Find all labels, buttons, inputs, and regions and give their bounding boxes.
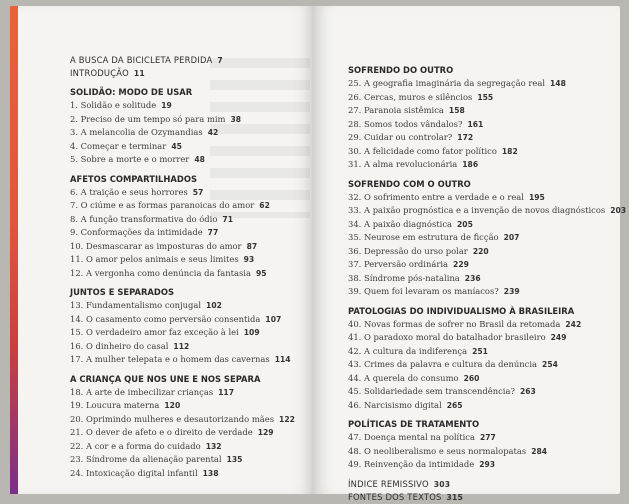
entry-title: 46. Narcisismo digital (348, 399, 442, 410)
page-number: 45 (171, 141, 182, 151)
toc-chapter-entry (70, 140, 295, 154)
page-number: 117 (218, 387, 234, 397)
entry-title: 28. Somos todos vândalos? (348, 118, 463, 129)
toc-chapter-entry (70, 440, 295, 454)
page-number: 293 (479, 460, 496, 469)
entry-title: 37. Perversão ordinária (348, 259, 449, 269)
entry-title: 12. A vergonha como denúncia da fantasia (70, 267, 251, 278)
toc-chapter-entry (70, 413, 295, 427)
entry-title: 36. Depressão do urso polar (348, 245, 468, 256)
entry-title: AFETOS COMPARTILHADOS (70, 173, 197, 184)
page-number: 186 (462, 160, 479, 169)
entry-title: 16. O dinheiro do casal (70, 340, 169, 351)
page-number: 236 (464, 273, 481, 283)
page-number: 7 (217, 56, 223, 65)
page-number: 207 (503, 233, 520, 242)
entry-title: 42. A cultura da indiferença (348, 345, 468, 356)
toc-chapter-entry (348, 258, 626, 272)
page-number: 315 (446, 492, 463, 502)
entry-title: 7. O ciúme e as formas paranoicas do amor (70, 200, 255, 210)
toc-chapter-entry (348, 458, 626, 472)
page-number: 57 (192, 187, 204, 197)
entry-title: A BUSCA DA BICICLETA PERDIDA (70, 55, 213, 65)
toc-chapter-entry (348, 399, 626, 413)
page-number: 263 (519, 387, 536, 396)
page-number: 303 (433, 479, 451, 489)
toc-chapter-entry (70, 213, 295, 227)
toc-chapter-entry (348, 385, 626, 399)
page-number: 132 (205, 441, 222, 451)
toc-chapter-entry (348, 104, 626, 118)
entry-title: 35. Neurose em estrutura de ficção (348, 232, 499, 242)
toc-chapter-entry (70, 99, 295, 113)
entry-title: SOFRENDO DO OUTRO (348, 65, 454, 75)
toc-chapter-entry (70, 299, 295, 313)
entry-title: 32. O sofrimento entre a verdade e o real (348, 191, 524, 202)
entry-title: 45. Solidariedade sem transcendência? (348, 386, 515, 396)
entry-title: 38. Síndrome pós-natalina (348, 272, 460, 283)
entry-title: 4. Começar e terminar (70, 140, 167, 151)
toc-chapter-entry (348, 245, 626, 259)
toc-chapter-entry (70, 267, 295, 281)
entry-title: 25. A geografia imaginária da segregação real (348, 78, 545, 88)
toc-chapter-entry (70, 113, 295, 127)
page-number: 182 (501, 146, 518, 156)
toc-chapter-entry (70, 386, 295, 400)
toc-frontmatter-entry (348, 478, 626, 491)
toc-chapter-entry (348, 131, 626, 145)
entry-title: 26. Cercas, muros e silêncios (348, 91, 473, 102)
entry-title: JUNTOS E SEPARADOS (70, 287, 174, 297)
toc-chapter-entry (348, 331, 626, 345)
page-number: 122 (279, 414, 295, 424)
entry-title: 19. Loucura materna (70, 400, 160, 410)
toc-chapter-entry (70, 399, 295, 413)
page-number: 251 (472, 346, 488, 356)
entry-title: 10. Desmascarar as imposturas do amor (70, 240, 242, 251)
page-number: 120 (164, 401, 181, 410)
entry-title: 3. A melancolia de Ozymandias (70, 127, 203, 137)
page-number: 148 (550, 79, 566, 88)
entry-title: 17. A mulher telepata e o homem das cavernas (70, 354, 270, 364)
page-number: 254 (542, 360, 558, 369)
entry-title: A CRIANÇA QUE NOS UNE E NOS SEPARA (70, 373, 261, 384)
page-number: 62 (259, 201, 270, 210)
toc-chapter-entry (348, 204, 626, 218)
entry-title: INTRODUÇÃO (70, 68, 129, 78)
page-number: 109 (243, 328, 260, 337)
entry-title: ÍNDICE REMISSIVO (348, 478, 429, 489)
toc-chapter-entry (70, 313, 295, 327)
open-book (4, 6, 627, 502)
toc-chapter-entry (348, 191, 626, 205)
page-number: 135 (226, 455, 243, 464)
toc-chapter-entry (348, 91, 626, 105)
toc-chapter-entry (348, 158, 626, 172)
entry-title: 34. A paixão diagnóstica (348, 218, 453, 229)
entry-title: 40. Novas formas de sofrer no Brasil da retomada (348, 318, 561, 329)
toc-chapter-entry (70, 340, 295, 354)
toc-chapter-entry (348, 285, 626, 299)
entry-title: 15. O verdadeiro amor faz exceção à lei (70, 327, 239, 337)
entry-title: POLÍTICAS DE TRATAMENTO (348, 419, 480, 429)
page-number: 138 (202, 468, 219, 478)
toc-frontmatter-entry (348, 491, 626, 504)
toc-frontmatter-entry (70, 67, 295, 80)
page-number: 19 (161, 101, 172, 110)
page-number: 48 (194, 155, 205, 164)
toc-chapter-entry (70, 240, 295, 254)
toc-list-right (348, 58, 626, 504)
page-number: 102 (206, 301, 222, 310)
entry-title: 9. Conformações da intimidade (70, 227, 203, 237)
toc-chapter-entry (70, 467, 295, 481)
toc-chapter-entry (70, 253, 295, 267)
toc-chapter-entry (70, 186, 295, 200)
section-heading (70, 86, 295, 99)
toc-chapter-entry (348, 77, 626, 91)
entry-title: 33. A paixão prognóstica e a invenção de novos diagnósticos (348, 205, 606, 215)
toc-list-left (70, 54, 295, 480)
page-number: 161 (467, 119, 484, 129)
toc-chapter-entry (348, 145, 626, 159)
entry-title: 6. A traição e seus horrores (70, 186, 188, 197)
section-heading (348, 418, 626, 431)
page-number: 203 (610, 206, 627, 215)
section-heading (70, 173, 295, 186)
entry-title: 1. Solidão e solitude (70, 100, 157, 110)
entry-title: 11. O amor pelos animais e seus limites (70, 254, 239, 264)
toc-chapter-entry (348, 272, 626, 286)
page-number: 107 (265, 314, 282, 324)
page-number: 220 (472, 246, 489, 256)
entry-title: 20. Oprimindo mulheres e desautorizando mães (70, 413, 275, 424)
entry-title: 24. Intoxicação digital infantil (70, 467, 198, 478)
toc-chapter-entry (348, 372, 626, 386)
page-number: 265 (446, 400, 463, 410)
toc-chapter-entry (70, 153, 295, 167)
page-number: 112 (173, 341, 190, 351)
page-number: 260 (463, 373, 480, 383)
page-number: 87 (246, 241, 258, 251)
entry-title: 27. Paranoia sistêmica (348, 105, 444, 115)
entry-title: 8. A função transformativa do ódio (70, 213, 218, 224)
entry-title: 14. O casamento como perversão consentida (70, 313, 261, 324)
entry-title: 30. A felicidade como fator político (348, 145, 497, 156)
entry-title: 5. Sobre a morte e o morrer (70, 154, 190, 164)
toc-chapter-entry (348, 118, 626, 132)
entry-title: 13. Fundamentalismo conjugal (70, 300, 202, 310)
page-number: 129 (257, 428, 274, 437)
page-number: 158 (448, 106, 465, 115)
toc-chapter-entry (348, 218, 626, 232)
section-heading (348, 178, 626, 191)
toc-chapter-entry (348, 431, 626, 445)
entry-title: 48. O neoliberalismo e seus normalopatas (348, 445, 527, 456)
entry-title: 21. O dever de afeto e o direito de verdade (70, 427, 253, 437)
page-number: 38 (230, 114, 242, 124)
page-number: 239 (503, 287, 520, 296)
toc-chapter-entry (70, 126, 295, 140)
toc-chapter-entry (70, 199, 295, 213)
section-heading (348, 64, 626, 77)
entry-title: FONTES DOS TEXTOS (348, 491, 442, 502)
entry-title: 29. Cuidar ou controlar? (348, 132, 453, 142)
page-number: 95 (255, 268, 267, 278)
section-heading (70, 373, 295, 386)
left-page (10, 6, 314, 494)
entry-title: 47. Doença mental na política (348, 432, 475, 442)
entry-title: 2. Preciso de um tempo só para mim (70, 113, 226, 124)
page-number: 249 (550, 333, 567, 342)
toc-chapter-entry (348, 345, 626, 359)
entry-title: SOLIDÃO: MODO DE USAR (70, 87, 193, 97)
page-number: 205 (457, 219, 473, 229)
toc-chapter-entry (348, 358, 626, 372)
toc-chapter-entry (70, 326, 295, 340)
cover-edge-strip (10, 6, 18, 494)
right-page (314, 6, 627, 502)
toc-chapter-entry (70, 426, 295, 440)
entry-title: 22. A cor e a forma do cuidado (70, 440, 201, 451)
entry-title: SOFRENDO COM O OUTRO (348, 178, 471, 189)
page-number: 71 (222, 214, 233, 224)
toc-chapter-entry (70, 453, 295, 467)
page-number: 77 (207, 228, 219, 237)
section-heading (348, 305, 626, 318)
page-number: 195 (528, 192, 545, 202)
toc-chapter-entry (348, 231, 626, 245)
toc-frontmatter-entry (70, 54, 295, 67)
page-number: 155 (477, 92, 494, 102)
entry-title: 18. A arte de imbecilizar crianças (70, 386, 214, 397)
toc-chapter-entry (348, 318, 626, 332)
page-number: 42 (207, 128, 219, 137)
page-number: 172 (457, 133, 474, 142)
section-heading (70, 286, 295, 299)
toc-chapter-entry (70, 226, 295, 240)
page-number: 11 (133, 69, 145, 78)
page-number: 277 (479, 433, 496, 442)
entry-title: 49. Reinvenção da intimidade (348, 459, 475, 469)
entry-title: 23. Síndrome da alienação parental (70, 454, 222, 464)
entry-title: 44. A querela do consumo (348, 372, 459, 383)
entry-title: 39. Quem foi levaram os maníacos? (348, 286, 499, 296)
toc-chapter-entry (348, 445, 626, 459)
entry-title: 43. Crimes da palavra e cultura da denúncia (348, 359, 538, 369)
page-number: 242 (565, 319, 582, 329)
entry-title: 31. A alma revolucionária (348, 159, 458, 169)
entry-title: 41. O paradoxo moral do batalhador brasileiro (348, 332, 546, 342)
page-number: 229 (453, 260, 469, 269)
toc-chapter-entry (70, 353, 295, 367)
page-number: 284 (531, 446, 548, 456)
page-number: 93 (243, 255, 255, 264)
entry-title: PATOLOGIAS DO INDIVIDUALISMO À BRASILEIRA (348, 305, 575, 316)
page-number: 114 (274, 355, 291, 364)
